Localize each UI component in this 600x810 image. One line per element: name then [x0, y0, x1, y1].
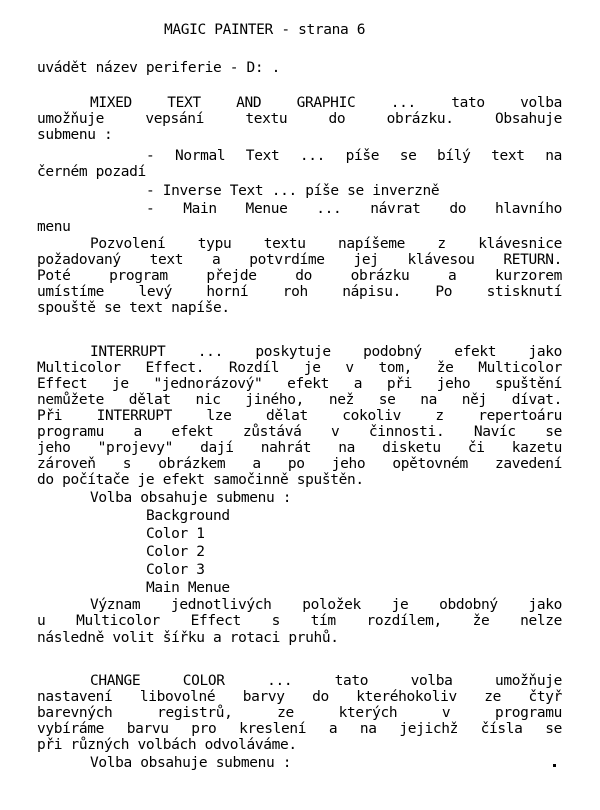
text-line: následně volit šířku a rotaci pruhů.	[37, 630, 339, 646]
text-line: Volba obsahuje submenu :	[90, 490, 292, 506]
submenu-item-line: Main Menue	[146, 580, 230, 596]
paragraph-line: Význam jednotlivých položek je obdobný jako	[90, 597, 562, 613]
submenu-item-line: - Normal Text ... píše se bílý text na	[146, 148, 562, 164]
text-line: Multicolor Effect. Rozdíl je v tom, že Multicolor	[37, 360, 562, 376]
text-line: umístíme levý horní roh nápisu. Po stisknutí	[37, 284, 562, 300]
submenu-item-line: Background	[146, 508, 230, 524]
submenu-item-line: - Main Menue ... návrat do hlavního	[146, 201, 562, 217]
section-heading-line: MIXED TEXT AND GRAPHIC ... tato volba	[90, 95, 562, 111]
submenu-item-line: Color 1	[146, 526, 205, 542]
text-line: Poté program přejde do obrázku a kurzorem	[37, 268, 562, 284]
text-line: nastavení libovolné barvy do kteréhokoliv ze čtyř	[37, 689, 562, 705]
text-line: jeho "projevy" dají nahrát na disketu či kazetu	[37, 440, 562, 456]
text-line: zároveň s obrázkem a po jeho opětovném zavedení	[37, 456, 562, 472]
text-line: u Multicolor Effect s tím rozdílem, že nelze	[37, 613, 562, 629]
text-line: Volba obsahuje submenu :	[90, 755, 292, 771]
text-line: při různých volbách odvoláváme.	[37, 737, 297, 753]
text-line: černém pozadí	[37, 164, 146, 180]
page-title: MAGIC PAINTER - strana 6	[164, 22, 366, 38]
text-line: Při INTERRUPT lze dělat cokoliv z repertoáru	[37, 408, 562, 424]
submenu-item-line: - Inverse Text ... píše se inverzně	[146, 183, 440, 199]
text-line: požadovaný text a potvrdíme jej klávesou RETURN.	[37, 252, 562, 268]
text-line: nemůžete dělat nic jiného, než se na něj dívat.	[37, 392, 562, 408]
text-line: submenu :	[37, 127, 113, 143]
speck-mark	[553, 764, 556, 767]
section-heading-line: CHANGE COLOR ... tato volba umožňuje	[90, 673, 562, 689]
text-line: programu a efekt zůstává v činnosti. Navíc se	[37, 424, 562, 440]
submenu-item-line: Color 2	[146, 544, 205, 560]
text-line: Effect je "jednorázový" efekt a při jeho spuštění	[37, 376, 562, 392]
text-line: vybíráme barvu pro kreslení a na jejichž čísla se	[37, 721, 562, 737]
text-line: spouště se text napíše.	[37, 300, 230, 316]
submenu-item-line: Color 3	[146, 562, 205, 578]
section-heading-line: INTERRUPT ... poskytuje podobný efekt jako	[90, 344, 562, 360]
text-line: uvádět název periferie - D: .	[37, 60, 281, 76]
text-line: barevných registrů, ze kterých v programu	[37, 705, 562, 721]
text-line: umožňuje vepsání textu do obrázku. Obsahuje	[37, 111, 562, 127]
text-line: do počítače je efekt samočinně spuštěn.	[37, 472, 364, 488]
paragraph-line: Pozvolení typu textu napíšeme z klávesnice	[90, 236, 562, 252]
text-line: menu	[37, 219, 71, 235]
